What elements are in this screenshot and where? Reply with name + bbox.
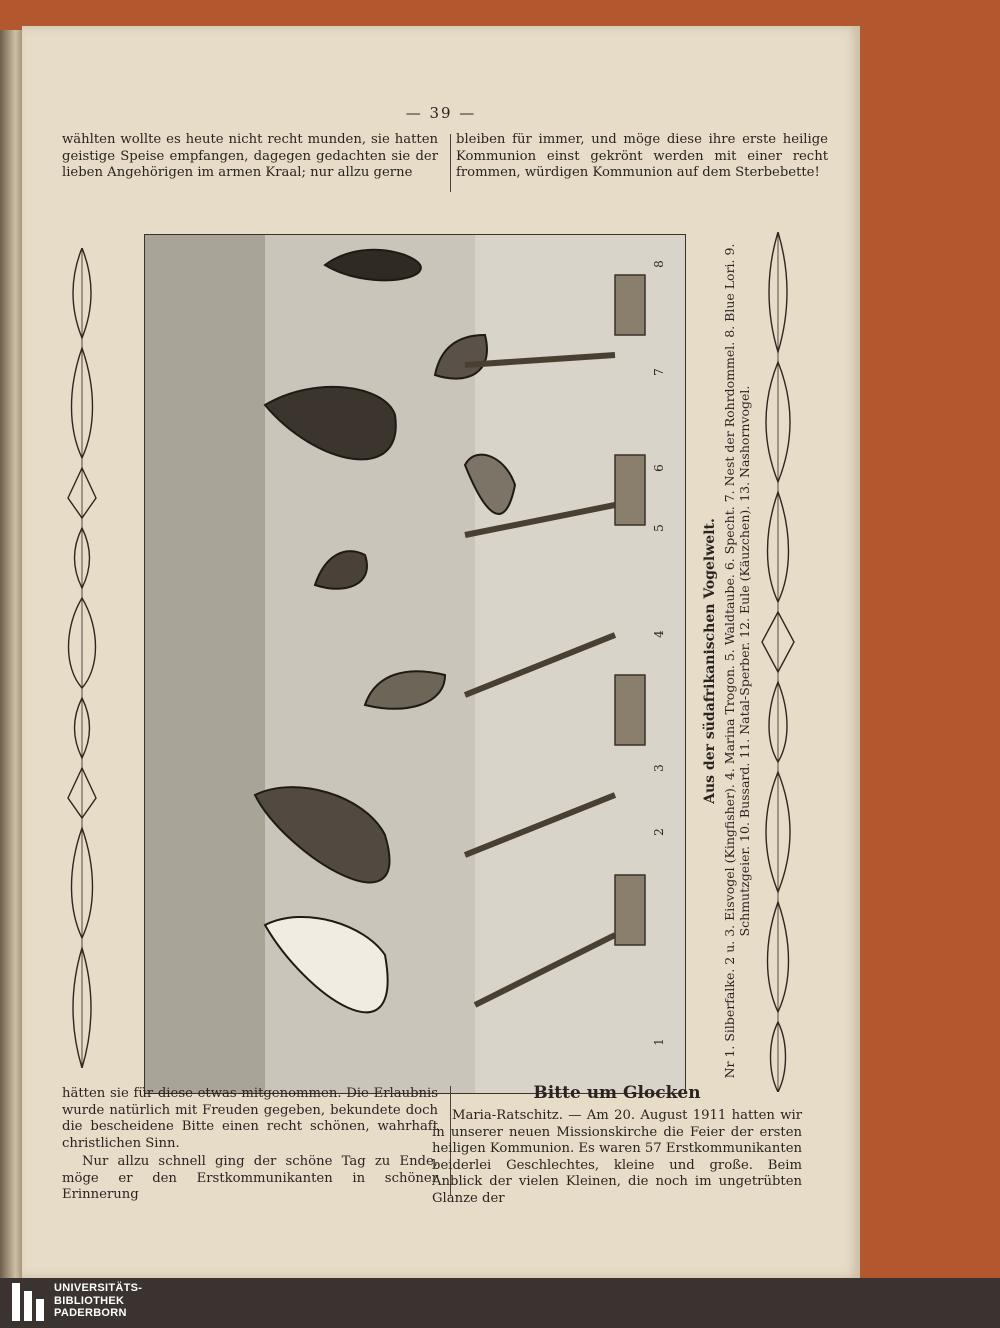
- stuffed-birds-image: [145, 235, 685, 1093]
- page-number: — 39 —: [405, 104, 477, 122]
- photo-number-2: 2: [651, 828, 666, 836]
- logo-line-2: BIBLIOTHEK: [54, 1294, 125, 1307]
- bottom-left-paragraph-2: Nur allzu schnell ging der schöne Tag zu Ende, möge er den Erstkommunikanten in schöner Erinnerung: [62, 1154, 438, 1202]
- photo-number-6: 6: [651, 464, 666, 472]
- logo-line-3: PADERBORN: [54, 1307, 127, 1319]
- photo-number-3: 3: [651, 764, 666, 772]
- scanned-page: [22, 26, 860, 1278]
- library-logo-text: [54, 1282, 142, 1320]
- column-divider-top: [450, 134, 451, 192]
- article-heading: Bitte um Glocken: [533, 1083, 701, 1103]
- left-ornament: [60, 248, 104, 1068]
- right-ornament: [756, 232, 800, 1092]
- top-left-paragraph: wählten wollte es heute nicht recht munden, sie hatten geistige Speise empfangen, dagegen gedachten sie der lieben Angehörigen im armen Kraal; nur allzu gerne: [62, 132, 438, 180]
- bottom-left-paragraph-1: hätten sie für diese etwas mitgenommen. Die Erlaubnis wurde natürlich mit Freuden gegeben, bekundete doch die bescheidene Bitte einen recht schönen, wahrhaft christlichen Sinn.: [62, 1086, 438, 1151]
- caption-title: Aus der südafrikanischen Vogelwelt.: [702, 518, 718, 804]
- bottom-right-paragraph: Maria-Ratschitz. — Am 20. August 1911 hatten wir in unserer neuen Missionskirche die Feier der ersten heiligen Kommunion. Es waren 57 Erstkommunikanten beiderlei Geschlechtes, kleine und große. Beim Anblick der vielen Kleinen, die noch im ungetrübten Glanze der: [432, 1108, 802, 1206]
- top-left-text: [62, 132, 438, 182]
- bird-photograph: [144, 234, 686, 1094]
- logo-line-1: UNIVERSITÄTS-: [54, 1282, 143, 1294]
- photo-number-1: 1: [651, 1038, 666, 1046]
- top-right-paragraph: bleiben für immer, und möge diese ihre erste heilige Kommunion einst gekrönt werden mit einer recht frommen, würdigen Kommunion auf dem Sterbebette!: [456, 132, 828, 180]
- book-gutter: [0, 30, 22, 1278]
- top-right-text: [456, 132, 828, 182]
- footer-bar: [0, 1278, 1000, 1328]
- library-logo-icon: [12, 1283, 48, 1321]
- photo-number-5: 5: [651, 524, 666, 532]
- photo-number-4: 4: [651, 630, 666, 638]
- bottom-right-text: [432, 1108, 802, 1207]
- photo-number-8: 8: [651, 260, 666, 268]
- bottom-left-text: [62, 1086, 438, 1204]
- caption-text: Nr 1. Silberfalke. 2 u. 3. Eisvogel (Kingfisher). 4. Marina Trogon. 5. Waldtaube. 6. Specht. 7. Nest der Rohrdommel. 8. Blue Lori. 9. Schmutzgeier. 10. Bussard. 11. Natal-Sperber. 12. Eule (Käuzchen). 13. Nashornvogel.: [722, 243, 752, 1079]
- photo-number-7: 7: [651, 368, 666, 376]
